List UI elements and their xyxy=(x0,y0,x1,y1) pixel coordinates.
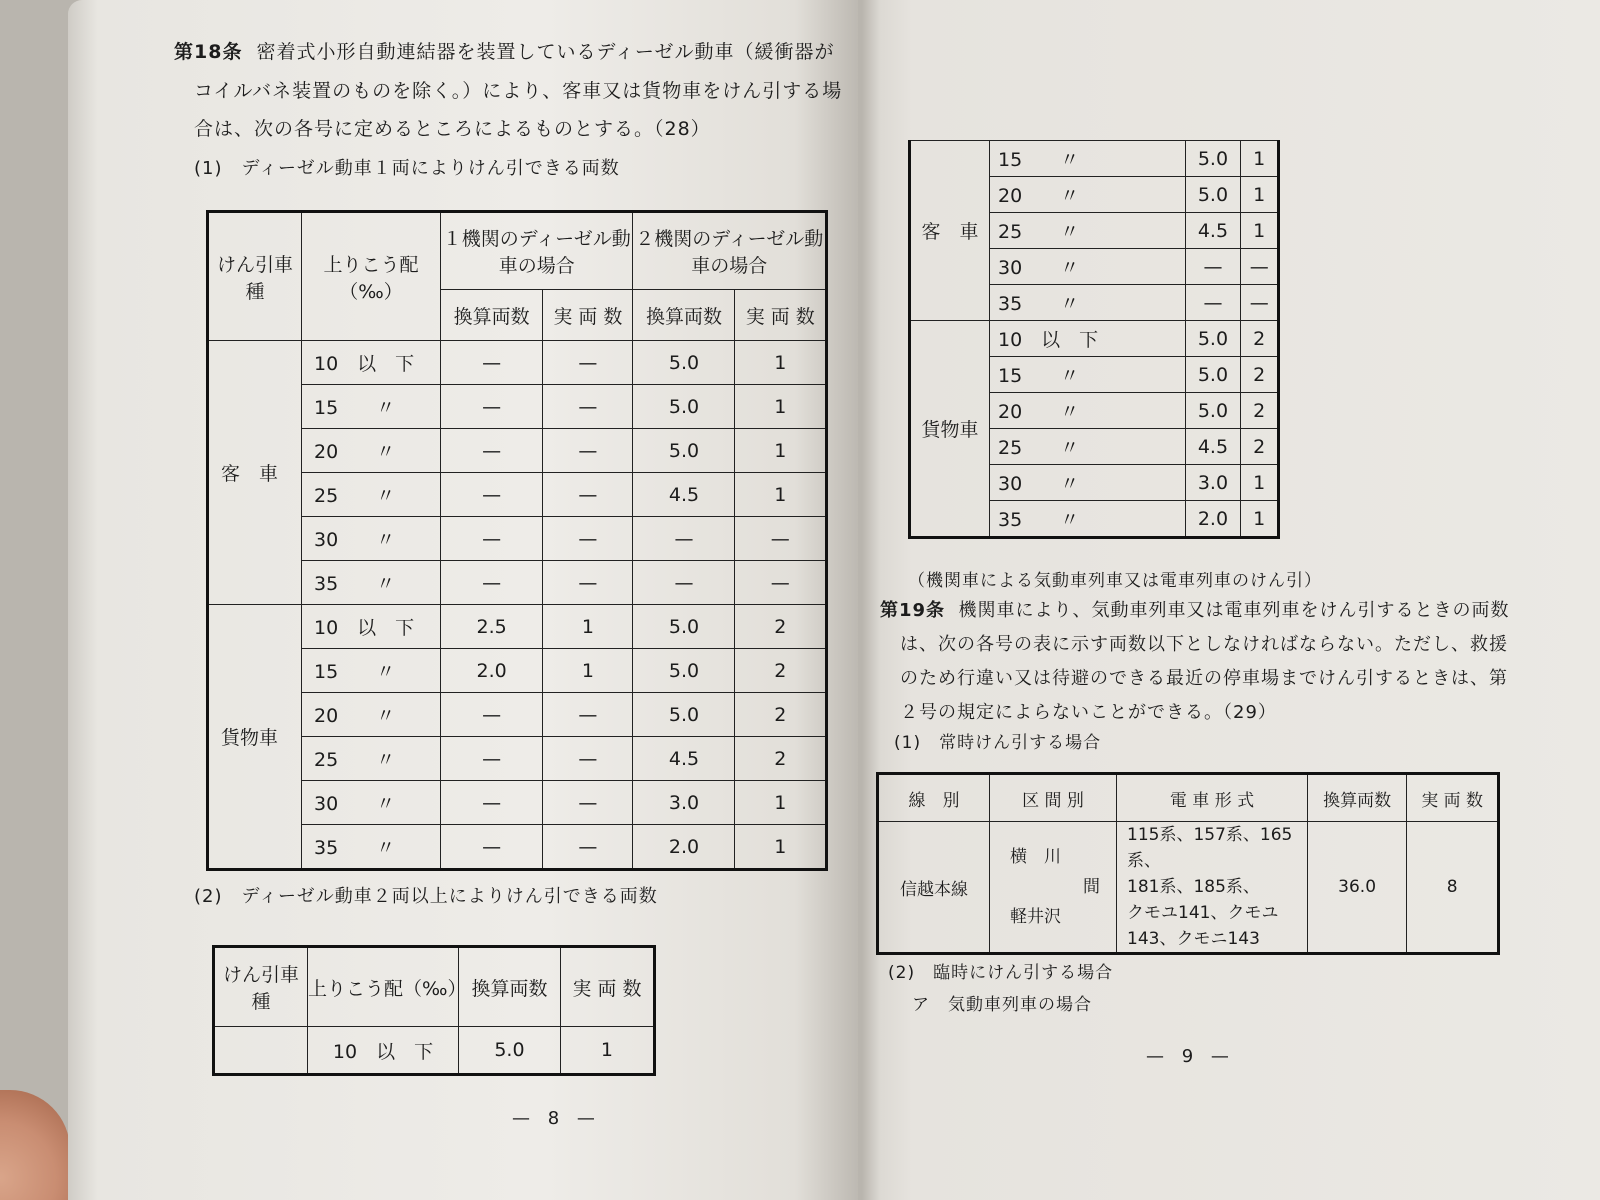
right-page xyxy=(862,0,1600,1200)
actual-2-cell: 2 xyxy=(735,737,827,781)
gradient-cell: 20 〃 xyxy=(990,393,1186,429)
col-two-engines: ２機関のディーゼル動車の場合 xyxy=(633,212,827,290)
section-mid: 間 xyxy=(1083,877,1100,897)
article-19-item-2-sub: ア 気動車列車の場合 xyxy=(912,995,1092,1015)
gradient-cell: 25 〃 xyxy=(990,213,1186,249)
section-caption: （機関車による気動車列車又は電車列車のけん引） xyxy=(908,571,1322,591)
t4-col-converted: 換算両数 xyxy=(1308,774,1407,822)
item-1-heading: (1) ディーゼル動車１両によりけん引できる両数 xyxy=(194,158,620,179)
actual-1-cell: 1 xyxy=(543,649,633,693)
actual-cell: 1 xyxy=(1241,501,1279,538)
section-from: 横 川 xyxy=(1010,847,1061,867)
actual-cell: 1 xyxy=(1241,141,1279,177)
converted-cell: 4.5 xyxy=(1185,429,1241,465)
converted-1-cell: — xyxy=(441,341,543,385)
article-19-heading xyxy=(880,596,1510,622)
table-row xyxy=(910,141,1279,177)
converted-cell: — xyxy=(1185,285,1241,321)
actual-cell: 2 xyxy=(1241,357,1279,393)
col-car-type: けん引車 種 xyxy=(208,212,302,341)
t4-col-actual: 実 両 数 xyxy=(1407,774,1499,822)
converted-1-cell: 2.5 xyxy=(441,605,543,649)
gradient-cell: 35 〃 xyxy=(302,561,441,605)
table-row xyxy=(878,822,1499,954)
converted-1-cell: — xyxy=(441,473,543,517)
t2-cell-actual: 1 xyxy=(560,1027,654,1075)
actual-cell: 1 xyxy=(1241,213,1279,249)
article-19-number: 第19条 xyxy=(880,600,946,621)
article-18-heading xyxy=(174,38,835,66)
t4-cell-section xyxy=(990,822,1117,954)
group-label: 客 車 xyxy=(208,341,302,605)
page-number-left: — 8 — xyxy=(512,1108,601,1129)
article-19-line-2: は、次の各号の表に示す両数以下としなければならない。ただし、救援 xyxy=(900,634,1508,655)
actual-1-cell: — xyxy=(543,781,633,825)
table-multi-railcar xyxy=(212,945,656,1076)
gradient-cell: 30 〃 xyxy=(990,465,1186,501)
gradient-cell: 35 〃 xyxy=(990,501,1186,538)
gradient-cell: 35 〃 xyxy=(302,825,441,870)
actual-1-cell: — xyxy=(543,737,633,781)
col-converted-1: 換算両数 xyxy=(441,290,543,341)
gradient-cell: 20 〃 xyxy=(990,177,1186,213)
gradient-cell: 30 〃 xyxy=(302,781,441,825)
col-one-engine: １機関のディーゼル動車の場合 xyxy=(441,212,633,290)
converted-1-cell: — xyxy=(441,517,543,561)
article-19-line-4: ２号の規定によらないことができる。（29） xyxy=(900,702,1277,723)
article-18-line-1: 密着式小形自動連結器を装置しているディーゼル動車（緩衝器が xyxy=(256,41,835,63)
converted-cell: 4.5 xyxy=(1185,213,1241,249)
converted-1-cell: — xyxy=(441,781,543,825)
converted-cell: 5.0 xyxy=(1185,357,1241,393)
converted-2-cell: 4.5 xyxy=(633,737,735,781)
article-19-item-2: (2) 臨時にけん引する場合 xyxy=(888,963,1114,983)
t2-cell-converted: 5.0 xyxy=(459,1027,561,1075)
gradient-cell: 15 〃 xyxy=(990,141,1186,177)
converted-cell: 5.0 xyxy=(1185,393,1241,429)
actual-cell: — xyxy=(1241,249,1279,285)
actual-2-cell: 1 xyxy=(735,429,827,473)
group-label: 客 車 xyxy=(910,141,990,321)
gradient-cell: 10 以 下 xyxy=(302,341,441,385)
actual-1-cell: — xyxy=(543,473,633,517)
converted-2-cell: 5.0 xyxy=(633,341,735,385)
article-19-line-1: 機関車により、気動車列車又は電車列車をけん引するときの両数 xyxy=(958,600,1510,621)
col-actual-1: 実 両 数 xyxy=(543,290,633,341)
left-page xyxy=(68,0,858,1200)
converted-cell: 5.0 xyxy=(1185,177,1241,213)
gradient-cell: 20 〃 xyxy=(302,429,441,473)
actual-cell: 2 xyxy=(1241,321,1279,357)
converted-2-cell: 5.0 xyxy=(633,605,735,649)
table-single-railcar xyxy=(206,210,828,871)
converted-cell: — xyxy=(1185,249,1241,285)
actual-2-cell: 1 xyxy=(735,825,827,870)
gradient-cell: 10 以 下 xyxy=(302,605,441,649)
table-continued xyxy=(908,140,1280,539)
converted-2-cell: 5.0 xyxy=(633,385,735,429)
gradient-cell: 15 〃 xyxy=(302,649,441,693)
table-regular-haul xyxy=(876,772,1500,955)
gradient-cell: 20 〃 xyxy=(302,693,441,737)
article-19-item-1: (1) 常時けん引する場合 xyxy=(894,733,1102,753)
gradient-cell: 10 以 下 xyxy=(990,321,1186,357)
t2-col-actual: 実 両 数 xyxy=(560,947,654,1027)
converted-2-cell: 5.0 xyxy=(633,429,735,473)
t2-col-gradient: 上りこう配（‰） xyxy=(308,947,459,1027)
col-actual-2: 実 両 数 xyxy=(735,290,827,341)
table-row xyxy=(208,341,827,385)
actual-1-cell: 1 xyxy=(543,605,633,649)
t4-col-section: 区 間 別 xyxy=(990,774,1117,822)
t2-cell-gradient: 10 以 下 xyxy=(308,1027,459,1075)
actual-1-cell: — xyxy=(543,429,633,473)
t4-col-line: 線 別 xyxy=(878,774,990,822)
table-row xyxy=(208,605,827,649)
article-18-line-3: 合は、次の各号に定めるところによるものとする。（28） xyxy=(194,118,711,140)
gradient-cell: 15 〃 xyxy=(990,357,1186,393)
item-2-heading: (2) ディーゼル動車２両以上によりけん引できる両数 xyxy=(194,886,658,907)
actual-2-cell: 1 xyxy=(735,781,827,825)
gradient-cell: 25 〃 xyxy=(302,737,441,781)
t4-col-train-type: 電 車 形 式 xyxy=(1117,774,1308,822)
gradient-cell: 25 〃 xyxy=(302,473,441,517)
converted-cell: 5.0 xyxy=(1185,141,1241,177)
converted-1-cell: — xyxy=(441,429,543,473)
train-type-line: 115系、157系、165系、 xyxy=(1127,825,1293,871)
t4-cell-converted: 36.0 xyxy=(1308,822,1407,954)
fingertip xyxy=(0,1090,70,1200)
converted-1-cell: — xyxy=(441,693,543,737)
gradient-cell: 25 〃 xyxy=(990,429,1186,465)
converted-2-cell: 2.0 xyxy=(633,825,735,870)
converted-2-cell: — xyxy=(633,561,735,605)
col-gradient: 上りこう配（‰） xyxy=(302,212,441,341)
t2-col-car-type: けん引車 種 xyxy=(214,947,308,1027)
actual-2-cell: 1 xyxy=(735,473,827,517)
actual-2-cell: 1 xyxy=(735,341,827,385)
actual-2-cell: 2 xyxy=(735,649,827,693)
t4-cell-line: 信越本線 xyxy=(878,822,990,954)
actual-cell: 1 xyxy=(1241,465,1279,501)
gradient-cell: 30 〃 xyxy=(302,517,441,561)
train-type-line: 143、クモニ143 xyxy=(1127,929,1260,949)
article-18-line-2: コイルバネ装置のものを除く。）により、客車又は貨物車をけん引する場 xyxy=(194,80,843,102)
actual-2-cell: 1 xyxy=(735,385,827,429)
converted-2-cell: 3.0 xyxy=(633,781,735,825)
converted-cell: 5.0 xyxy=(1185,321,1241,357)
gradient-cell: 35 〃 xyxy=(990,285,1186,321)
article-19-line-3: のため行違い又は待避のできる最近の停車場までけん引するときは、第 xyxy=(900,668,1508,689)
converted-2-cell: 4.5 xyxy=(633,473,735,517)
table-row xyxy=(214,1027,655,1075)
actual-cell: — xyxy=(1241,285,1279,321)
converted-cell: 3.0 xyxy=(1185,465,1241,501)
converted-1-cell: — xyxy=(441,737,543,781)
train-type-line: クモユ141、クモユ xyxy=(1127,903,1279,923)
t2-cell-car-type xyxy=(214,1027,308,1075)
actual-1-cell: — xyxy=(543,561,633,605)
actual-cell: 1 xyxy=(1241,177,1279,213)
converted-1-cell: — xyxy=(441,825,543,870)
group-label: 貨物車 xyxy=(208,605,302,870)
converted-1-cell: 2.0 xyxy=(441,649,543,693)
group-label: 貨物車 xyxy=(910,321,990,538)
converted-1-cell: — xyxy=(441,385,543,429)
col-converted-2: 換算両数 xyxy=(633,290,735,341)
gradient-cell: 15 〃 xyxy=(302,385,441,429)
converted-2-cell: 5.0 xyxy=(633,649,735,693)
actual-1-cell: — xyxy=(543,341,633,385)
actual-2-cell: 2 xyxy=(735,693,827,737)
gradient-cell: 30 〃 xyxy=(990,249,1186,285)
t2-col-converted: 換算両数 xyxy=(459,947,561,1027)
page-number-right: — 9 — xyxy=(1146,1046,1235,1067)
converted-2-cell: — xyxy=(633,517,735,561)
actual-2-cell: 2 xyxy=(735,605,827,649)
t4-cell-actual: 8 xyxy=(1407,822,1499,954)
table-row xyxy=(910,321,1279,357)
converted-cell: 2.0 xyxy=(1185,501,1241,538)
actual-1-cell: — xyxy=(543,385,633,429)
actual-cell: 2 xyxy=(1241,429,1279,465)
actual-2-cell: — xyxy=(735,517,827,561)
actual-cell: 2 xyxy=(1241,393,1279,429)
t4-cell-train-types xyxy=(1117,822,1308,954)
article-18-number: 第18条 xyxy=(174,41,243,63)
train-type-line: 181系、185系、 xyxy=(1127,877,1260,897)
actual-2-cell: — xyxy=(735,561,827,605)
converted-1-cell: — xyxy=(441,561,543,605)
actual-1-cell: — xyxy=(543,825,633,870)
actual-1-cell: — xyxy=(543,693,633,737)
actual-1-cell: — xyxy=(543,517,633,561)
converted-2-cell: 5.0 xyxy=(633,693,735,737)
section-to: 軽井沢 xyxy=(1010,907,1061,927)
